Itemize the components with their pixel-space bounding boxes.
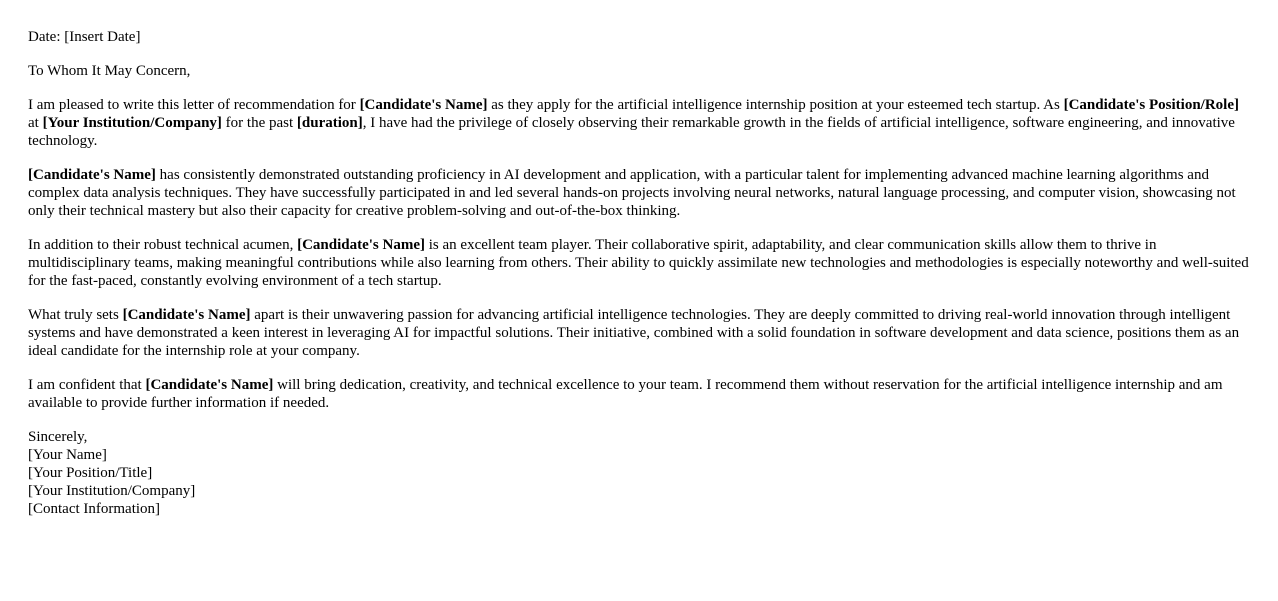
text-segment: has consistently demonstrated outstanding proficiency in AI development and application, with a particular talent for implementing advanced machine learning algorithms and complex data analysis techniques. They have successfully participated in and led several hands-on projects involving neural networks, natural language processing, and computer vision, showcasing not only their technical mastery but also their capacity for creative problem-solving and out-of-the-box thinking. [28,167,1236,219]
candidate-name-placeholder: [Candidate's Name] [122,307,251,323]
candidate-name-placeholder: [Candidate's Name] [359,97,488,113]
text-segment: as they apply for the artificial intelligence internship position at your esteemed tech startup. As [487,97,1064,113]
candidate-name-placeholder: [Candidate's Name] [28,167,156,183]
signer-institution: [Your Institution/Company] [28,483,196,499]
candidate-position-placeholder: [Candidate's Position/Role] [1063,97,1240,113]
paragraph-conclusion [28,376,1250,412]
signer-contact: [Contact Information] [28,501,161,517]
text-segment: is an excellent team player. Their collaborative spirit, adaptability, and clear communication skills allow them to thrive in multidisciplinary teams, making meaningful contributions while also learning from others. Their ability to quickly assimilate new technologies and methodologies is especially noteworthy and well-suited for the fast-paced, constantly evolving environment of a tech startup. [28,237,1249,289]
paragraph-teamwork [28,236,1250,290]
text-segment: apart is their unwavering passion for advancing artificial intelligence technologies. They are deeply committed to driving real-world innovation through intelligent systems and have demonstrated a keen interest in leveraging AI for impactful solutions. Their initiative, combined with a solid foundation in software development and data science, positions them as an ideal candidate for the internship role at your company. [28,307,1240,359]
signer-name: [Your Name] [28,447,107,463]
salutation: To Whom It May Concern, [28,63,191,79]
date-line: Date: [Insert Date] [28,29,141,45]
paragraph-introduction [28,96,1250,150]
sign-off: Sincerely, [28,429,88,445]
recommendation-letter [28,28,1250,518]
text-segment: at [28,115,43,131]
paragraph-passion [28,306,1250,360]
text-segment: I am pleased to write this letter of recommendation for [28,97,360,113]
text-segment: for the past [221,115,297,131]
candidate-name-placeholder: [Candidate's Name] [297,237,426,253]
text-segment: will bring dedication, creativity, and technical excellence to your team. I recommend them without reservation for the artificial intelligence internship and am available to provide further information if needed. [28,377,1223,411]
signature-block [28,428,1250,518]
duration-placeholder: [duration] [296,115,363,131]
paragraph-technical-skills [28,166,1250,220]
candidate-name-placeholder: [Candidate's Name] [145,377,274,393]
institution-placeholder: [Your Institution/Company] [42,115,222,131]
text-segment: In addition to their robust technical acumen, [28,237,298,253]
text-segment: What truly sets [28,307,123,323]
text-segment: , I have had the privilege of closely observing their remarkable growth in the fields of artificial intelligence, software engineering, and innovative technology. [28,115,1235,149]
signer-title: [Your Position/Title] [28,465,153,481]
text-segment: I am confident that [28,377,146,393]
